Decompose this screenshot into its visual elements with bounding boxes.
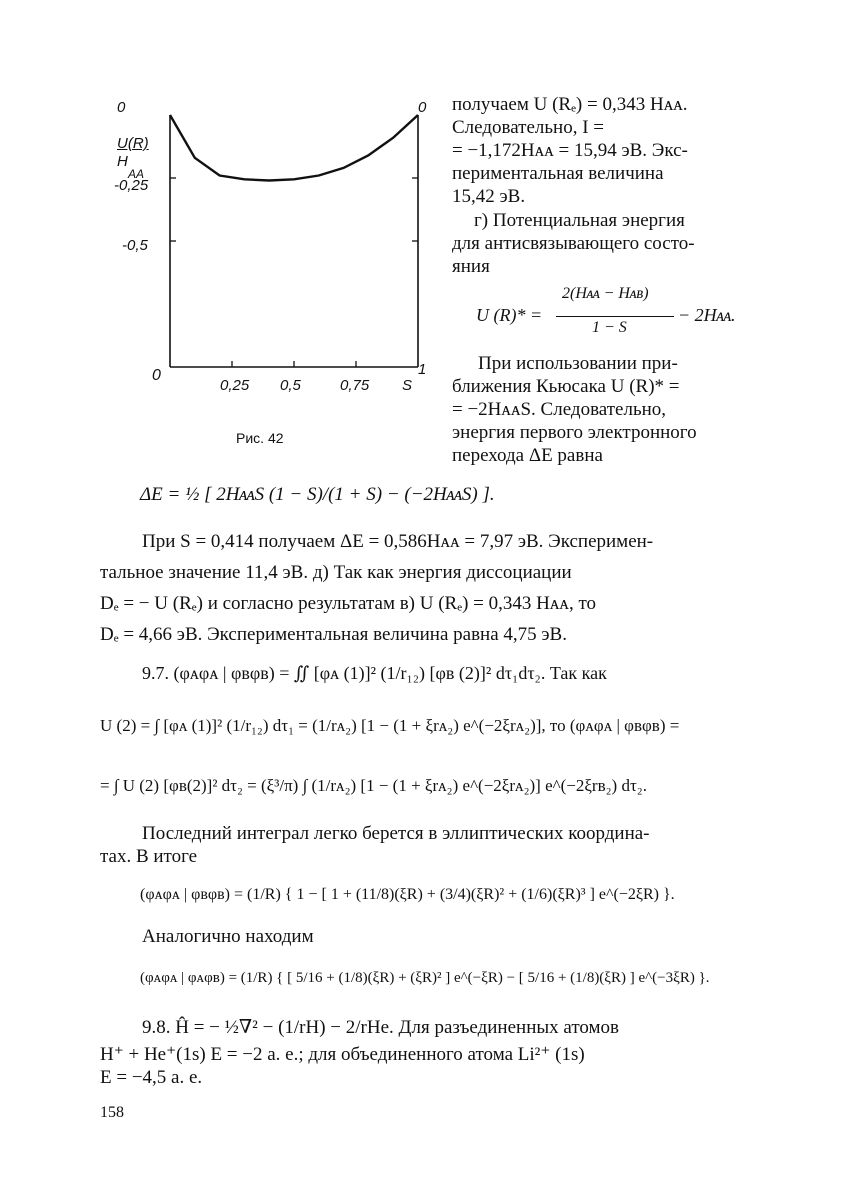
para-line: тальное значение 11,4 эВ. д) Так как энергия диссоциации — [100, 562, 572, 583]
paragraph-1 — [100, 530, 745, 646]
equation-result-2: (φᴀφᴀ | φᴀφʙ) = (1/R) { [ 5/16 + (1/8)(ξR) + (ξR)² ] e^(−ξR) − [ 5/16 + (1/8)(ξR) ] e^(−3ξR) }. — [140, 970, 710, 986]
equation-9-7-line2: U (2) = ∫ [φᴀ (1)]² (1/r₁₂) dτ₁ = (1/rᴀ₂) [1 − (1 + ξrᴀ₂) e^(−2ξrᴀ₂)], то (φᴀφᴀ | φʙφʙ) = — [100, 716, 680, 735]
figure-caption: Рис. 42 — [236, 430, 284, 446]
tick-right-bottom: 1 — [418, 361, 427, 378]
paragraph-3: Аналогично находим — [142, 926, 314, 947]
tick-left-bottom: 0 — [152, 367, 161, 384]
equation-result-1: (φᴀφᴀ | φʙφʙ) = (1/R) { 1 − [ 1 + (11/8)(ξR) + (3/4)(ξR)² + (1/6)(ξR)³ ] e^(−2ξR) }. — [140, 886, 675, 903]
x-tick-05: 0,5 — [280, 377, 301, 394]
equation-delta-e: ΔE = ½ [ 2HᴀᴀS (1 − S)/(1 + S) − (−2HᴀᴀS) ]. — [140, 484, 495, 505]
right-line: получаем U (Rₑ) = 0,343 Hᴀᴀ. — [452, 94, 688, 115]
para-line: Последний интеграл легко берется в эллиптических координа- — [142, 823, 650, 844]
y-axis-label-3: AA — [128, 167, 145, 181]
equation-ustar — [476, 285, 756, 345]
paragraph-9-8 — [100, 1016, 745, 1089]
right-column-block-1 — [452, 93, 752, 208]
right-line: 15,42 эВ. — [452, 186, 526, 207]
figure — [100, 95, 440, 435]
para-line: E = −4,5 а. е. — [100, 1067, 203, 1088]
curve-line — [170, 115, 418, 181]
equation-9-7-line1: 9.7. (φᴀφᴀ | φʙφʙ) = ∬ [φᴀ (1)]² (1/r₁₂) [φʙ (2)]² dτ₁dτ₂. Так как — [142, 663, 607, 683]
para-line: При S = 0,414 получаем ΔE = 0,586Hᴀᴀ = 7,97 эВ. Эксперимен- — [142, 531, 654, 552]
tick-left-top: 0 — [117, 99, 126, 116]
x-tick-075: 0,75 — [340, 377, 370, 394]
y-axis-label-1: U(R) — [117, 135, 149, 152]
right-line: периментальная величина — [452, 163, 664, 184]
right-line: г) Потенциальная энергия — [474, 210, 685, 231]
tick-left-05: -0,5 — [122, 237, 148, 254]
x-tick-025: 0,25 — [220, 377, 250, 394]
para-line: 9.8. Ĥ = − ½∇² − (1/rH) − 2/rHe. Для разъединенных атомов — [142, 1017, 620, 1038]
y-axis-label-2: H — [117, 153, 128, 170]
page-number: 158 — [100, 1104, 124, 1121]
figure-plot — [100, 95, 440, 415]
x-tick-s: S — [402, 377, 413, 394]
para-line: H⁺ + He⁺(1s) E = −2 а. е.; для объединенного атома Li²⁺ (1s) — [100, 1044, 585, 1065]
right-line: для антисвязывающего состо- — [452, 233, 695, 254]
para-line: тах. В итоге — [100, 846, 198, 867]
right-line: = −1,172Hᴀᴀ = 15,94 эВ. Экс- — [452, 140, 688, 161]
tick-right-top: 0 — [418, 99, 427, 116]
right-line: = −2HᴀᴀS. Следовательно, — [452, 399, 667, 420]
eq-ustar-fraction-bar — [556, 316, 674, 317]
eq-ustar-num: 2(Hᴀᴀ − Hᴀʙ) — [562, 285, 649, 302]
right-column-block-3 — [452, 352, 752, 467]
tick-left-025: -0,25 — [114, 177, 149, 194]
para-line: Dₑ = − U (Rₑ) и согласно результатам в) U (Rₑ) = 0,343 Hᴀᴀ, то — [100, 593, 597, 614]
right-line: перехода ΔE равна — [452, 445, 603, 466]
right-line: энергия первого электронного — [452, 422, 697, 443]
para-line: Dₑ = 4,66 эВ. Экспериментальная величина равна 4,75 эВ. — [100, 624, 567, 645]
equation-9-7-line3: = ∫ U (2) [φʙ(2)]² dτ₂ = (ξ³/π) ∫ (1/rᴀ₂) [1 − (1 + ξrᴀ₂) e^(−2ξrᴀ₂)] e^(−2ξrʙ₂) dτ₂. — [100, 776, 647, 795]
paragraph-2 — [100, 822, 745, 868]
right-line: При использовании при- — [478, 353, 678, 374]
eq-ustar-lhs: U (R)* = — [476, 305, 543, 325]
right-line: Следовательно, I = — [452, 117, 605, 138]
eq-ustar-den: 1 − S — [592, 319, 627, 336]
right-column-block-2 — [452, 209, 752, 278]
right-line: яния — [452, 256, 490, 277]
eq-ustar-tail: − 2Hᴀᴀ. — [678, 305, 736, 325]
right-line: ближения Кьюсака U (R)* = — [452, 376, 680, 397]
